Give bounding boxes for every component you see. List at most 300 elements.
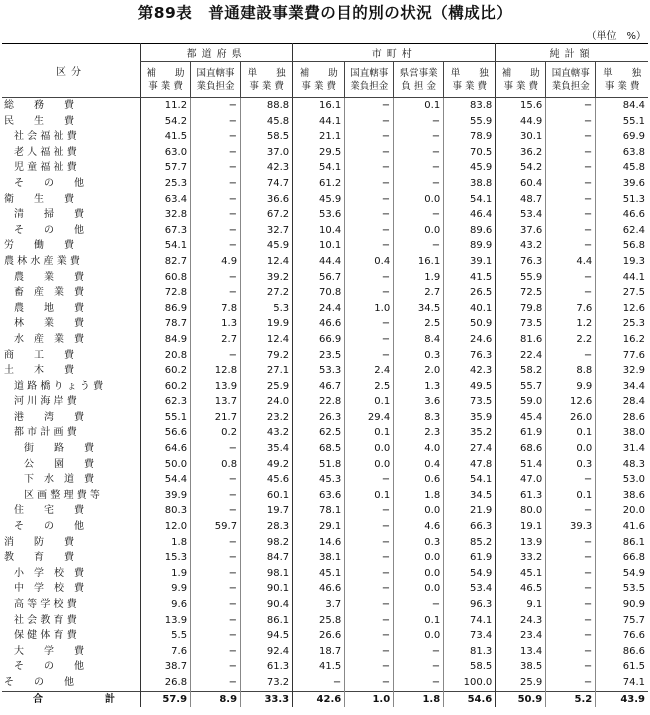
cell-value: 76.3 — [444, 348, 496, 364]
cell-value: 46.7 — [293, 379, 345, 395]
cell-value: 48.3 — [596, 457, 648, 473]
cell-value: 84.4 — [596, 98, 648, 114]
table-row — [2, 457, 648, 473]
cell-value: 98.2 — [241, 535, 293, 551]
cell-value: 12.0 — [141, 519, 191, 535]
cell-value: 9.9 — [546, 379, 596, 395]
cell-value: 28.6 — [596, 410, 648, 426]
cell-value: − — [191, 223, 241, 239]
cell-value: 36.2 — [496, 145, 546, 161]
cell-value: 62.4 — [596, 223, 648, 239]
cell-value: − — [546, 270, 596, 286]
row-label: そ の 他 — [14, 661, 84, 673]
cell-value: 27.1 — [241, 363, 293, 379]
cell-value: 34.4 — [596, 379, 648, 395]
subheader-line2: 事 業 費 — [452, 80, 487, 92]
cell-value: 37.0 — [241, 145, 293, 161]
row-label: そ の 他 — [4, 676, 74, 688]
cell-value: 46.4 — [444, 207, 496, 223]
cell-value: 73.2 — [241, 675, 293, 691]
cell-value: 63.4 — [141, 192, 191, 208]
cell-value: − — [345, 223, 394, 239]
cell-value: 56.6 — [141, 425, 191, 441]
cell-value: 45.9 — [444, 160, 496, 176]
cell-value: 45.3 — [293, 472, 345, 488]
row-label: 高 等 学 校 費 — [14, 599, 77, 610]
table-row — [2, 597, 648, 613]
cell-value: 38.1 — [293, 550, 345, 566]
cell-value: − — [293, 675, 345, 691]
cell-value: 1.0 — [345, 691, 394, 707]
header-group-municipality: 市町村 — [293, 44, 496, 62]
cell-value: 48.7 — [496, 192, 546, 208]
cell-value: − — [191, 285, 241, 301]
cell-value: 46.5 — [496, 581, 546, 597]
cell-value: − — [345, 628, 394, 644]
cell-value: 61.2 — [293, 176, 345, 192]
cell-value: 51.3 — [596, 192, 648, 208]
cell-value: 61.3 — [496, 488, 546, 504]
table-row — [2, 176, 648, 192]
cell-value: 15.3 — [141, 550, 191, 566]
cell-value: − — [546, 192, 596, 208]
row-label: 清 掃 費 — [14, 209, 84, 221]
row-label: 道 路 橋 り ょ う 費 — [14, 380, 104, 392]
cell-value: − — [345, 238, 394, 254]
cell-value: 29.5 — [293, 145, 345, 161]
cell-value: 0.1 — [546, 488, 596, 504]
cell-value: 86.1 — [596, 535, 648, 551]
cell-value: 75.7 — [596, 613, 648, 629]
cell-value: − — [345, 535, 394, 551]
cell-value: − — [546, 628, 596, 644]
cell-value: 80.0 — [496, 503, 546, 519]
cell-value: 56.8 — [596, 238, 648, 254]
cell-value: 0.0 — [394, 550, 444, 566]
cell-value: 70.5 — [444, 145, 496, 161]
table-row — [2, 535, 648, 551]
table-row — [2, 644, 648, 660]
row-label: 水 産 業 費 — [14, 333, 84, 345]
table-row — [2, 566, 648, 582]
cell-value: 24.3 — [496, 613, 546, 629]
cell-value: 12.6 — [596, 301, 648, 317]
cell-value: − — [191, 160, 241, 176]
cell-value: 25.9 — [496, 675, 546, 691]
cell-value: − — [345, 597, 394, 613]
cell-value: 55.9 — [496, 270, 546, 286]
cell-value: 89.9 — [444, 238, 496, 254]
cell-value: − — [345, 675, 394, 691]
cell-value: 74.1 — [444, 613, 496, 629]
table-row — [2, 425, 648, 441]
cell-value: 81.3 — [444, 644, 496, 660]
table-row — [2, 145, 648, 161]
cell-value: − — [191, 270, 241, 286]
cell-value: 12.6 — [546, 394, 596, 410]
cell-value: − — [546, 675, 596, 691]
subheader-line1: 国直轄事 — [350, 67, 389, 79]
cell-value: 92.4 — [241, 644, 293, 660]
cell-value: 24.6 — [444, 332, 496, 348]
cell-value: − — [191, 535, 241, 551]
row-label: 労 働 費 — [4, 240, 74, 252]
cell-value: 39.9 — [141, 488, 191, 504]
cell-value: 35.2 — [444, 425, 496, 441]
cell-value: 70.8 — [293, 285, 345, 301]
cell-value: 60.2 — [141, 379, 191, 395]
cell-value: 0.0 — [394, 223, 444, 239]
cell-value: 43.9 — [596, 691, 648, 707]
subheader-line1: 補 助 — [146, 67, 185, 79]
cell-value: 32.8 — [141, 207, 191, 223]
cell-value: 35.9 — [444, 410, 496, 426]
cell-value: 8.4 — [394, 332, 444, 348]
subheader-line1: 国直轄事 — [196, 67, 235, 79]
cell-value: 73.5 — [444, 394, 496, 410]
row-label: 都 市 計 画 費 — [14, 427, 77, 439]
cell-value: 86.9 — [141, 301, 191, 317]
cell-value: 42.3 — [444, 363, 496, 379]
cell-value: 25.8 — [293, 613, 345, 629]
cell-value: 5.2 — [546, 691, 596, 707]
row-label: 児 童 福 祉 費 — [14, 162, 77, 174]
cell-value: − — [546, 285, 596, 301]
cell-value: − — [191, 192, 241, 208]
cell-value: − — [546, 176, 596, 192]
cell-value: 44.1 — [293, 114, 345, 130]
cell-value: 37.6 — [496, 223, 546, 239]
cell-value: 13.7 — [191, 394, 241, 410]
cell-value: − — [191, 613, 241, 629]
cell-value: 53.0 — [596, 472, 648, 488]
cell-value: − — [345, 285, 394, 301]
cell-value: 44.1 — [596, 270, 648, 286]
cell-value: 14.6 — [293, 535, 345, 551]
cell-value: − — [546, 503, 596, 519]
cell-value: 21.1 — [293, 129, 345, 145]
header-group-net: 純計額 — [496, 44, 648, 62]
table-row — [2, 519, 648, 535]
cell-value: 22.8 — [293, 394, 345, 410]
cell-value: 78.7 — [141, 316, 191, 332]
table-row — [2, 348, 648, 364]
cell-value: − — [191, 550, 241, 566]
cell-value: − — [394, 114, 444, 130]
cell-value: 41.6 — [596, 519, 648, 535]
cell-value: 73.5 — [496, 316, 546, 332]
cell-value: − — [345, 566, 394, 582]
cell-value: 24.0 — [241, 394, 293, 410]
cell-value: 58.5 — [444, 659, 496, 675]
cell-value: 13.9 — [496, 535, 546, 551]
cell-value: 4.6 — [394, 519, 444, 535]
cell-value: 12.8 — [191, 363, 241, 379]
cell-value: 26.3 — [293, 410, 345, 426]
cell-value: 76.3 — [496, 254, 546, 270]
cell-value: 1.0 — [345, 301, 394, 317]
cell-value: 45.9 — [293, 192, 345, 208]
cell-value: 47.8 — [444, 457, 496, 473]
cell-value: 45.1 — [293, 566, 345, 582]
cell-value: 63.0 — [141, 145, 191, 161]
cell-value: − — [191, 597, 241, 613]
cell-value: 16.2 — [596, 332, 648, 348]
table-row — [2, 613, 648, 629]
subheader-line1: 補 助 — [299, 67, 338, 79]
subheader-line2: 業負担金 — [551, 80, 590, 92]
row-label: そ の 他 — [14, 224, 84, 236]
cell-value: − — [394, 145, 444, 161]
cell-value: 41.5 — [444, 270, 496, 286]
cell-value: − — [394, 675, 444, 691]
cell-value: − — [546, 597, 596, 613]
cell-value: 36.6 — [241, 192, 293, 208]
cell-value: − — [345, 503, 394, 519]
row-label: 民 生 費 — [4, 115, 74, 127]
cell-value: 78.1 — [293, 503, 345, 519]
cell-value: − — [546, 472, 596, 488]
cell-value: 54.2 — [141, 114, 191, 130]
cell-value: 19.1 — [496, 519, 546, 535]
cell-value: 7.6 — [546, 301, 596, 317]
unit-label: （単位 %） — [586, 31, 646, 42]
cell-value: 60.1 — [241, 488, 293, 504]
row-label: 農 林 水 産 業 費 — [4, 255, 80, 267]
cell-value: 58.2 — [496, 363, 546, 379]
cell-value: 73.4 — [444, 628, 496, 644]
row-label: 下 水 道 費 — [24, 474, 94, 486]
cell-value: 67.2 — [241, 207, 293, 223]
subheader-line1: 国直轄事 — [551, 67, 590, 79]
cell-value: 0.0 — [345, 441, 394, 457]
row-label: 消 防 費 — [4, 536, 74, 548]
cell-value: 54.4 — [141, 472, 191, 488]
cell-value: − — [345, 659, 394, 675]
cell-value: 29.1 — [293, 519, 345, 535]
cell-value: 90.4 — [241, 597, 293, 613]
cell-value: − — [191, 238, 241, 254]
cell-value: 2.2 — [546, 332, 596, 348]
cell-value: 4.0 — [394, 441, 444, 457]
cell-value: − — [191, 114, 241, 130]
cell-value: 35.4 — [241, 441, 293, 457]
subheader-line1: 単 独 — [450, 67, 489, 79]
cell-value: 45.4 — [496, 410, 546, 426]
cell-value: 12.4 — [241, 254, 293, 270]
cell-value: 24.4 — [293, 301, 345, 317]
cell-value: 9.6 — [141, 597, 191, 613]
cell-value: 61.3 — [241, 659, 293, 675]
cell-value: 38.0 — [596, 425, 648, 441]
cell-value: 27.2 — [241, 285, 293, 301]
table-row — [2, 301, 648, 317]
cell-value: 39.3 — [546, 519, 596, 535]
row-label: 社 会 福 祉 費 — [14, 131, 77, 143]
cell-value: 38.7 — [141, 659, 191, 675]
cell-value: 60.2 — [141, 363, 191, 379]
subheader-line2: 事 業 費 — [503, 80, 539, 92]
cell-value: − — [345, 98, 394, 114]
cell-value: − — [191, 488, 241, 504]
cell-value: 5.5 — [141, 628, 191, 644]
cell-value: 7.8 — [191, 301, 241, 317]
cell-value: 3.7 — [293, 597, 345, 613]
cell-value: 54.1 — [444, 192, 496, 208]
cell-value: 61.5 — [596, 659, 648, 675]
row-label: 大 学 費 — [14, 645, 84, 657]
cell-value: 50.9 — [496, 691, 546, 707]
row-label: 農 地 費 — [14, 302, 84, 314]
cell-value: 54.1 — [141, 238, 191, 254]
cell-value: 59.7 — [191, 519, 241, 535]
cell-value: 0.8 — [191, 457, 241, 473]
cell-value: 28.3 — [241, 519, 293, 535]
table-row — [2, 285, 648, 301]
table-row — [2, 410, 648, 426]
cell-value: 19.7 — [241, 503, 293, 519]
cell-value: 63.8 — [596, 145, 648, 161]
cell-value: − — [345, 644, 394, 660]
cell-value: − — [191, 644, 241, 660]
cell-value: − — [394, 129, 444, 145]
row-label: 小 学 校 費 — [14, 567, 84, 579]
cell-value: − — [191, 145, 241, 161]
cell-value: 50.0 — [141, 457, 191, 473]
subheader-line2: 業負担金 — [196, 80, 235, 92]
cell-value: − — [345, 160, 394, 176]
row-label: そ の 他 — [14, 521, 84, 533]
cell-value: 0.4 — [394, 457, 444, 473]
row-label: 老 人 福 祉 費 — [14, 146, 77, 158]
cell-value: − — [546, 613, 596, 629]
cell-value: 2.5 — [394, 316, 444, 332]
cell-value: − — [191, 659, 241, 675]
cell-value: − — [546, 535, 596, 551]
cell-value: 45.8 — [596, 160, 648, 176]
table-row — [2, 363, 648, 379]
cell-value: 64.6 — [141, 441, 191, 457]
row-label: 土 木 費 — [4, 365, 74, 377]
cell-value: 51.4 — [496, 457, 546, 473]
cell-value: 18.7 — [293, 644, 345, 660]
cell-value: 1.3 — [191, 316, 241, 332]
cell-value: 0.1 — [394, 613, 444, 629]
cell-value: 8.9 — [191, 691, 241, 707]
cell-value: 62.5 — [293, 425, 345, 441]
cell-value: 61.9 — [444, 550, 496, 566]
table-row — [2, 238, 648, 254]
cell-value: − — [345, 613, 394, 629]
cell-value: 28.4 — [596, 394, 648, 410]
subheader-5 — [394, 62, 444, 98]
cell-value: 54.6 — [444, 691, 496, 707]
page-title: 第89表 普通建設事業費の目的別の状況（構成比） — [137, 4, 513, 22]
cell-value: − — [546, 160, 596, 176]
cell-value: 13.9 — [191, 379, 241, 395]
cell-value: 39.1 — [444, 254, 496, 270]
cell-value: 90.1 — [241, 581, 293, 597]
cell-value: 39.6 — [596, 176, 648, 192]
cell-value: − — [345, 270, 394, 286]
cell-value: − — [394, 238, 444, 254]
subheader-1 — [191, 62, 241, 98]
cell-value: − — [191, 98, 241, 114]
cell-value: 33.3 — [241, 691, 293, 707]
cell-value: 82.7 — [141, 254, 191, 270]
cell-value: 23.5 — [293, 348, 345, 364]
cell-value: 10.4 — [293, 223, 345, 239]
cell-value: − — [546, 550, 596, 566]
cell-value: 15.6 — [496, 98, 546, 114]
cell-value: 61.9 — [496, 425, 546, 441]
table-row — [2, 675, 648, 691]
cell-value: 38.5 — [496, 659, 546, 675]
cell-value: 2.5 — [345, 379, 394, 395]
cell-value: 79.2 — [241, 348, 293, 364]
subheader-line1: 補 助 — [501, 67, 540, 79]
table-row — [2, 254, 648, 270]
cell-value: − — [345, 176, 394, 192]
cell-value: 2.7 — [191, 332, 241, 348]
cell-value: 5.3 — [241, 301, 293, 317]
cell-value: − — [345, 207, 394, 223]
cell-value: 53.6 — [293, 207, 345, 223]
cell-value: 0.0 — [394, 628, 444, 644]
cell-value: 67.3 — [141, 223, 191, 239]
cell-value: 40.1 — [444, 301, 496, 317]
cell-value: 1.3 — [394, 379, 444, 395]
cell-value: − — [546, 581, 596, 597]
cell-value: 26.0 — [546, 410, 596, 426]
cell-value: 27.5 — [596, 285, 648, 301]
cell-value: 62.3 — [141, 394, 191, 410]
cell-value: 53.3 — [293, 363, 345, 379]
row-label: 住 宅 費 — [14, 505, 84, 517]
cell-value: − — [546, 207, 596, 223]
cell-value: − — [345, 192, 394, 208]
cell-value: − — [546, 98, 596, 114]
cell-value: 38.8 — [444, 176, 496, 192]
cell-value: 77.6 — [596, 348, 648, 364]
cell-value: 74.1 — [596, 675, 648, 691]
cell-value: − — [345, 550, 394, 566]
cell-value: 32.9 — [596, 363, 648, 379]
cell-value: − — [191, 472, 241, 488]
row-label: 公 園 費 — [24, 458, 94, 470]
row-label: 教 育 費 — [4, 552, 74, 564]
cell-value: 32.7 — [241, 223, 293, 239]
cell-value: − — [546, 223, 596, 239]
cell-value: 0.6 — [394, 472, 444, 488]
cell-value: 81.6 — [496, 332, 546, 348]
cell-value: 90.9 — [596, 597, 648, 613]
table-row — [2, 441, 648, 457]
cell-value: − — [345, 519, 394, 535]
cell-value: 26.5 — [444, 285, 496, 301]
cell-value: 66.3 — [444, 519, 496, 535]
cell-value: 54.2 — [496, 160, 546, 176]
cell-value: − — [345, 114, 394, 130]
subheader-6 — [444, 62, 496, 98]
cell-value: 98.1 — [241, 566, 293, 582]
cell-value: 55.1 — [596, 114, 648, 130]
cell-value: − — [394, 644, 444, 660]
table-row — [2, 550, 648, 566]
cell-value: 4.4 — [546, 254, 596, 270]
cell-value: 0.0 — [394, 581, 444, 597]
cell-value: 23.4 — [496, 628, 546, 644]
